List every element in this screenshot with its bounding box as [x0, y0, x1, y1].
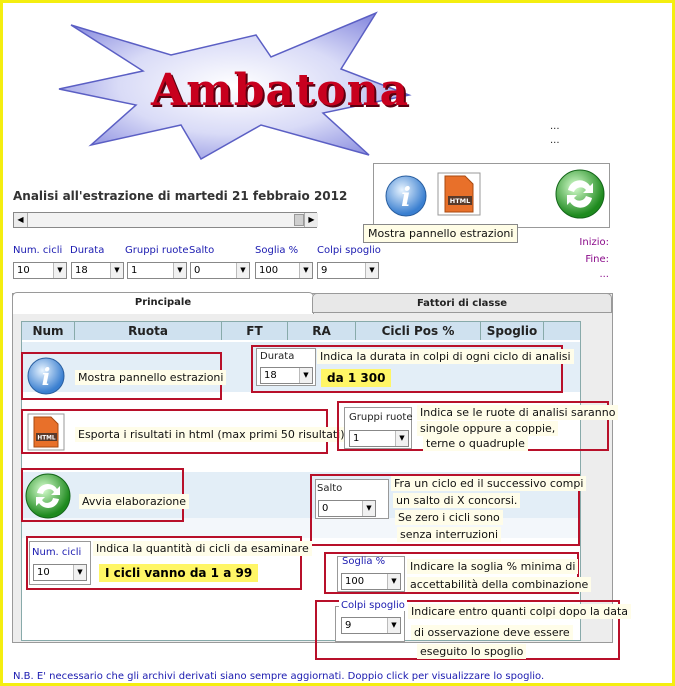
num-cicli-value: 10	[17, 265, 30, 276]
help-salto-tip-3: Se zero i cicli sono	[395, 510, 503, 525]
chevron-down-icon: ▼	[299, 263, 312, 278]
help-info-label: Mostra pannello estrazioni	[75, 370, 226, 385]
svg-text:i: i	[401, 183, 411, 213]
colpi-spoglio-label: Colpi spoglio	[317, 245, 381, 256]
toolbar-panel	[373, 163, 610, 228]
help-soglia-tip-2: accettabilità della combinazione	[407, 577, 591, 592]
chevron-down-icon: ▼	[173, 263, 186, 278]
salto-label: Salto	[189, 245, 215, 256]
help-gruppi-select[interactable]	[349, 430, 409, 447]
chevron-down-icon: ▼	[387, 618, 400, 633]
help-colpi-tip-1: Indicare entro quanti colpi dopo la data	[408, 604, 631, 619]
gruppi-ruote-label: Gruppi ruote	[125, 245, 189, 256]
salto-select[interactable]	[190, 262, 250, 279]
col-header-ra[interactable]: RA	[288, 322, 356, 340]
app-title: Ambatona	[151, 65, 410, 116]
info-icon[interactable]	[26, 356, 66, 396]
inizio-label: Inizio:	[579, 237, 609, 248]
gruppi-ruote-select[interactable]	[127, 262, 187, 279]
durata-select[interactable]	[71, 262, 124, 279]
chevron-down-icon: ▼	[395, 431, 408, 446]
chevron-down-icon: ▼	[73, 565, 86, 580]
col-header-filler	[544, 322, 580, 340]
help-soglia-label: Soglia %	[342, 556, 386, 567]
help-durata-value: 18	[264, 370, 277, 381]
help-gruppi-value: 1	[353, 433, 360, 444]
help-run-label: Avvia elaborazione	[79, 494, 189, 509]
range-dots: ...	[599, 269, 609, 280]
fine-label: Fine:	[585, 254, 609, 265]
info-tooltip: Mostra pannello estrazioni	[363, 224, 518, 243]
run-elaboration-icon[interactable]	[554, 168, 606, 220]
chevron-down-icon: ▼	[53, 263, 66, 278]
html-export-icon[interactable]	[27, 413, 65, 451]
help-numcicli-label: Num. cicli	[32, 547, 82, 558]
help-salto-tip-1: Fra un ciclo ed il successivo compi	[391, 476, 586, 491]
col-header-cicli-pos[interactable]: Cicli Pos %	[356, 322, 481, 340]
col-header-ft[interactable]: FT	[222, 322, 288, 340]
help-soglia-select[interactable]	[341, 573, 401, 590]
help-gruppi-tip-1: Indica se le ruote di analisi saranno	[417, 405, 618, 420]
scroll-thumb[interactable]	[294, 214, 304, 226]
help-salto-value: 0	[322, 503, 329, 514]
num-cicli-select[interactable]	[13, 262, 67, 279]
help-durata-select[interactable]	[260, 367, 313, 384]
help-soglia-value: 100	[345, 576, 365, 587]
chevron-down-icon: ▼	[387, 574, 400, 589]
help-durata-label: Durata	[260, 351, 295, 362]
info-icon[interactable]	[384, 174, 428, 218]
html-export-icon[interactable]	[437, 172, 481, 216]
help-salto-tip-2: un salto di X concorsi.	[393, 493, 520, 508]
col-header-num[interactable]: Num	[22, 322, 75, 340]
chevron-down-icon: ▼	[362, 501, 375, 516]
help-numcicli-select[interactable]	[33, 564, 87, 581]
help-colpi-select[interactable]	[341, 617, 401, 634]
help-gruppi-tip-2: singole oppure a coppie,	[417, 421, 558, 436]
help-colpi-tip-3: eseguito lo spoglio	[417, 644, 526, 659]
chevron-down-icon: ▼	[236, 263, 249, 278]
scroll-left-arrow-icon[interactable]: ◀	[14, 213, 28, 227]
help-gruppi-tip-3: terne o quadruple	[423, 436, 528, 451]
col-header-ruota[interactable]: Ruota	[75, 322, 222, 340]
analysis-title: Analisi all'estrazione di martedi 21 febbraio 2012	[13, 189, 348, 203]
soglia-label: Soglia %	[255, 245, 299, 256]
help-salto-tip-4: senza interruzioni	[397, 527, 501, 542]
chevron-down-icon: ▼	[110, 263, 123, 278]
help-numcicli-range: I cicli vanno da 1 a 99	[99, 564, 258, 582]
col-header-spoglio[interactable]: Spoglio	[481, 322, 544, 340]
svg-text:i: i	[41, 364, 51, 391]
num-cicli-label: Num. cicli	[13, 245, 63, 256]
tab-fattori-di-classe[interactable]: Fattori di classe	[312, 293, 612, 313]
header-dots-1: ...	[550, 121, 560, 132]
help-gruppi-label: Gruppi ruote	[349, 412, 413, 423]
help-html-label: Esporta i risultati in html (max primi 50 risultati)	[75, 427, 347, 442]
colpi-spoglio-select[interactable]	[317, 262, 379, 279]
durata-value: 18	[75, 265, 88, 276]
footer-note: N.B. E' necessario che gli archivi derivati siano sempre aggiornati. Doppio click per visualizzare lo spoglio.	[13, 671, 545, 682]
salto-value: 0	[194, 265, 201, 276]
soglia-value: 100	[259, 265, 279, 276]
scroll-right-arrow-icon[interactable]: ▶	[304, 213, 318, 227]
durata-label: Durata	[70, 245, 105, 256]
chevron-down-icon: ▼	[365, 263, 378, 278]
help-durata-tip: Indica la durata in colpi di ogni ciclo di analisi	[317, 349, 574, 364]
help-numcicli-value: 10	[37, 567, 50, 578]
help-salto-label: Salto	[317, 483, 343, 494]
help-numcicli-tip: Indica la quantità di cicli da esaminare	[93, 541, 312, 556]
svg-text:HTML: HTML	[37, 435, 56, 442]
help-colpi-label: Colpi spoglio	[341, 600, 405, 611]
colpi-spoglio-value: 9	[321, 265, 328, 276]
run-elaboration-icon[interactable]	[24, 472, 72, 520]
help-soglia-tip-1: Indicare la soglia % minima di	[407, 559, 578, 574]
tab-principale[interactable]: Principale	[12, 292, 314, 314]
help-colpi-value: 9	[345, 620, 352, 631]
svg-text:HTML: HTML	[449, 197, 471, 205]
header-dots-2: ...	[550, 135, 560, 146]
soglia-select[interactable]	[255, 262, 313, 279]
help-colpi-tip-2: di osservazione deve essere	[411, 625, 573, 640]
date-scrollbar[interactable]	[13, 212, 317, 228]
chevron-down-icon: ▼	[299, 368, 312, 383]
help-durata-range: da 1 300	[321, 369, 391, 387]
gruppi-ruote-value: 1	[131, 265, 138, 276]
help-salto-select[interactable]	[318, 500, 376, 517]
